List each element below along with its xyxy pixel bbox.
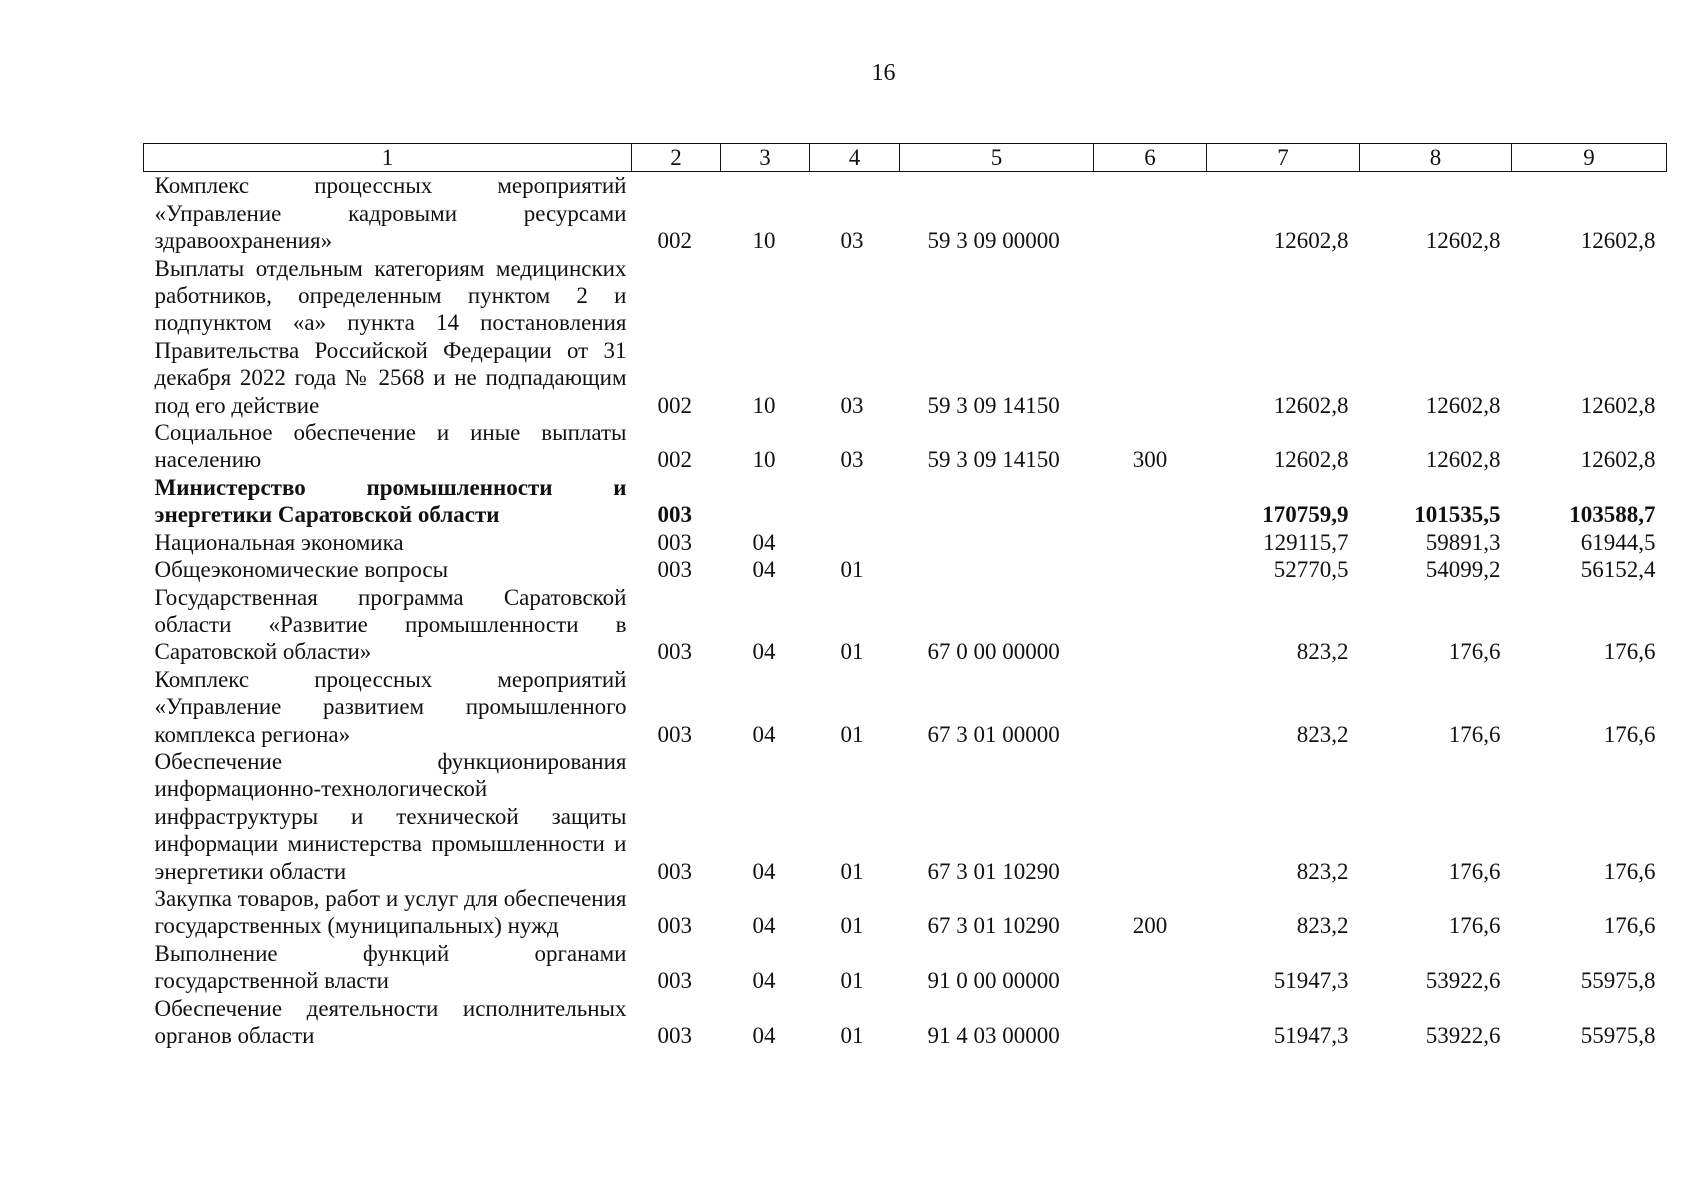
row-target-article-cell: [900, 474, 1094, 529]
row-ministry-code-cell: 002: [657, 228, 692, 254]
row-amount-col9-cell: 103588,7: [1569, 502, 1656, 528]
row-expense-type-cell: [1094, 995, 1207, 1050]
row-name-cell: Национальная экономика: [154, 529, 404, 555]
row-expense-type-cell: 300: [1132, 447, 1168, 473]
table-row: [144, 584, 1667, 666]
row-name-cell: Общеэкономические вопросы: [154, 557, 449, 583]
row-amount-col7-cell: 823,2: [1296, 858, 1349, 884]
row-amount-col9-cell: 56152,4: [1580, 557, 1656, 583]
table-row: [144, 172, 1667, 255]
table-header-row: [144, 144, 1667, 172]
row-subsection-cell: 01: [840, 639, 864, 665]
row-expense-type-cell: [1094, 748, 1207, 885]
row-expense-type-cell: [1094, 940, 1207, 995]
row-amount-col7-cell: 129115,7: [1263, 529, 1349, 555]
row-subsection-cell: 01: [840, 557, 864, 583]
row-amount-col9-cell: 176,6: [1603, 913, 1656, 939]
row-ministry-code-cell: 002: [657, 447, 692, 473]
row-name-cell: Комплекс процессных мероприятий «Управление развитием промышленного комплекса региона»: [154, 666, 627, 747]
column-header: 4: [810, 144, 900, 172]
table-row: [144, 995, 1667, 1050]
row-ministry-code-cell: 003: [657, 502, 692, 528]
column-header: 9: [1512, 144, 1667, 172]
row-ministry-code-cell: 003: [657, 858, 692, 884]
table-row: [144, 419, 1667, 474]
row-amount-col9-cell: 55975,8: [1580, 968, 1656, 994]
column-header: 7: [1207, 144, 1360, 172]
row-target-article-cell: 67 3 01 00000: [927, 721, 1060, 747]
row-amount-col7-cell: 12602,8: [1273, 228, 1349, 254]
row-expense-type-cell: [1094, 172, 1207, 255]
row-target-article-cell: 67 3 01 10290: [927, 858, 1060, 884]
row-expense-type-cell: [1094, 556, 1207, 583]
budget-table: [143, 143, 1667, 1049]
row-amount-col8-cell: 176,6: [1448, 639, 1501, 665]
row-amount-col9-cell: 176,6: [1603, 858, 1656, 884]
table-row: [144, 556, 1667, 583]
table-row: [144, 748, 1667, 885]
row-section-cell: 10: [752, 228, 776, 254]
row-section-cell: [721, 474, 810, 529]
row-subsection-cell: 01: [840, 968, 864, 994]
row-amount-col7-cell: 823,2: [1296, 639, 1349, 665]
row-section-cell: 04: [752, 721, 776, 747]
row-name-cell: Закупка товаров, работ и услуг для обеспечения государственных (муниципальных) нужд: [154, 885, 627, 939]
table-row: [144, 474, 1667, 529]
row-subsection-cell: 01: [840, 858, 864, 884]
row-ministry-code-cell: 003: [657, 639, 692, 665]
column-header: 6: [1094, 144, 1207, 172]
row-expense-type-cell: [1094, 474, 1207, 529]
row-amount-col7-cell: 12602,8: [1273, 392, 1349, 418]
row-ministry-code-cell: 002: [657, 392, 692, 418]
row-target-article-cell: 67 0 00 00000: [927, 639, 1060, 665]
row-subsection-cell: [810, 529, 900, 556]
row-amount-col7-cell: 170759,9: [1262, 502, 1349, 528]
row-amount-col9-cell: 176,6: [1603, 721, 1656, 747]
row-ministry-code-cell: 003: [657, 913, 692, 939]
row-amount-col8-cell: 12602,8: [1425, 447, 1501, 473]
row-section-cell: 04: [752, 1023, 776, 1048]
row-name-cell: Комплекс процессных мероприятий «Управление кадровыми ресурсами здравоохранения»: [154, 173, 627, 254]
column-header: 8: [1360, 144, 1512, 172]
row-subsection-cell: [810, 474, 900, 529]
row-amount-col7-cell: 51947,3: [1273, 968, 1349, 994]
row-amount-col9-cell: 12602,8: [1580, 392, 1656, 418]
row-amount-col8-cell: 12602,8: [1425, 228, 1501, 254]
row-section-cell: 10: [752, 392, 776, 418]
row-target-article-cell: [900, 556, 1094, 583]
row-ministry-code-cell: 003: [657, 968, 692, 994]
row-amount-col8-cell: 53922,6: [1425, 1023, 1501, 1048]
row-expense-type-cell: [1094, 529, 1207, 556]
row-name-cell: Министерство промышленности и энергетики Саратовской области: [154, 474, 627, 528]
row-amount-col8-cell: 54099,2: [1425, 557, 1501, 583]
column-header: 1: [144, 144, 632, 172]
row-section-cell: 04: [752, 557, 776, 583]
row-target-article-cell: 67 3 01 10290: [927, 913, 1060, 939]
row-section-cell: 04: [752, 913, 776, 939]
page-number: 16: [871, 60, 896, 86]
row-section-cell: 04: [752, 529, 776, 555]
row-amount-col9-cell: 55975,8: [1580, 1023, 1656, 1048]
column-header: 3: [721, 144, 810, 172]
row-name-cell: Выполнение функций органами государственной власти: [154, 940, 627, 994]
row-target-article-cell: 59 3 09 14150: [927, 447, 1060, 473]
row-amount-col7-cell: 52770,5: [1273, 557, 1349, 583]
table-row: [144, 666, 1667, 748]
row-target-article-cell: 91 0 00 00000: [927, 968, 1060, 994]
row-subsection-cell: 01: [840, 721, 864, 747]
row-section-cell: 04: [752, 968, 776, 994]
row-amount-col9-cell: 61944,5: [1580, 529, 1656, 555]
row-ministry-code-cell: 003: [657, 557, 692, 583]
row-subsection-cell: 01: [840, 913, 864, 939]
row-amount-col7-cell: 823,2: [1296, 913, 1349, 939]
row-ministry-code-cell: 003: [657, 529, 692, 555]
row-name-cell: Социальное обеспечение и иные выплаты населению: [154, 420, 627, 473]
row-name-cell: Обеспечение функционирования информационно-технологической инфраструктуры и технической защиты информации министерства промышленности и энергетики области: [154, 748, 627, 884]
table-row: [144, 885, 1667, 940]
row-subsection-cell: 03: [840, 228, 864, 254]
row-name-cell: Обеспечение деятельности исполнительных органов области: [154, 995, 627, 1048]
row-amount-col8-cell: 53922,6: [1425, 968, 1501, 994]
column-header: 2: [632, 144, 721, 172]
table-row: [144, 940, 1667, 995]
row-target-article-cell: 59 3 09 14150: [927, 392, 1060, 418]
row-amount-col8-cell: 176,6: [1448, 858, 1501, 884]
row-subsection-cell: 01: [840, 1023, 864, 1048]
row-subsection-cell: 03: [840, 447, 864, 473]
row-amount-col7-cell: 51947,3: [1273, 1023, 1349, 1048]
row-amount-col8-cell: 59891,3: [1425, 529, 1501, 555]
row-section-cell: 04: [752, 858, 776, 884]
row-name-cell: Выплаты отдельным категориям медицинских работников, определенным пунктом 2 и подпунктом «а» пункта 14 постановления Правительства Российской Федерации от 31 декабря 2022 года № 2568 и не подпадающим под его действие: [154, 255, 627, 418]
row-ministry-code-cell: 003: [657, 721, 692, 747]
row-subsection-cell: 03: [840, 392, 864, 418]
row-name-cell: Государственная программа Саратовской области «Развитие промышленности в Саратовской области»: [154, 584, 627, 665]
row-expense-type-cell: 200: [1132, 913, 1168, 939]
row-section-cell: 10: [752, 447, 776, 473]
table-row: [144, 529, 1667, 556]
row-target-article-cell: [900, 529, 1094, 556]
row-target-article-cell: 59 3 09 00000: [927, 228, 1060, 254]
row-expense-type-cell: [1094, 255, 1207, 419]
row-target-article-cell: 91 4 03 00000: [927, 1023, 1060, 1048]
table-row: [144, 255, 1667, 419]
row-amount-col8-cell: 176,6: [1448, 913, 1501, 939]
column-header: 5: [900, 144, 1094, 172]
row-amount-col9-cell: 176,6: [1603, 639, 1656, 665]
row-amount-col8-cell: 101535,5: [1414, 502, 1501, 528]
row-expense-type-cell: [1094, 584, 1207, 666]
row-amount-col7-cell: 823,2: [1296, 721, 1349, 747]
row-ministry-code-cell: 003: [657, 1023, 692, 1048]
row-amount-col9-cell: 12602,8: [1580, 447, 1656, 473]
row-amount-col8-cell: 12602,8: [1425, 392, 1501, 418]
row-amount-col7-cell: 12602,8: [1273, 447, 1349, 473]
row-expense-type-cell: [1094, 666, 1207, 748]
row-amount-col9-cell: 12602,8: [1580, 228, 1656, 254]
row-amount-col8-cell: 176,6: [1448, 721, 1501, 747]
row-section-cell: 04: [752, 639, 776, 665]
